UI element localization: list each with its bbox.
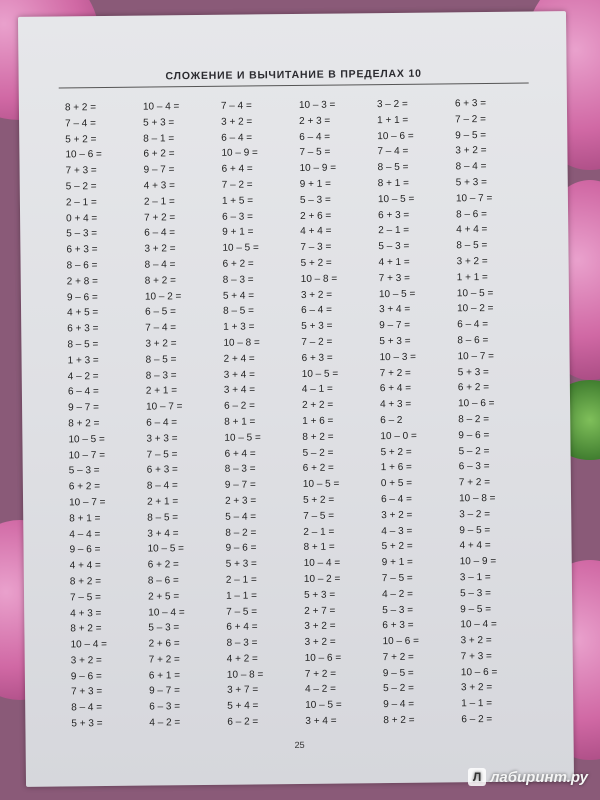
exercise-item: 10 – 7 = bbox=[146, 401, 183, 413]
exercise-item: 10 – 8 = bbox=[223, 337, 260, 349]
exercise-item: 4 + 4 = bbox=[300, 225, 332, 238]
exercise-item: 3 + 4 = bbox=[305, 715, 337, 727]
exercise-item: 6 – 4 = bbox=[380, 493, 412, 506]
exercise-item: 5 + 3 = bbox=[225, 558, 257, 570]
exercise-item: 6 – 3 = bbox=[149, 701, 181, 713]
exercise-item: 10 – 9 = bbox=[459, 556, 497, 568]
exercise-item: 9 – 4 = bbox=[383, 699, 415, 711]
exercise-item: 8 + 2 = bbox=[70, 623, 102, 635]
exercise-item: 6 + 3 = bbox=[301, 352, 333, 364]
exercise-item: 10 – 9 = bbox=[221, 147, 258, 160]
labirint-logo-icon: Л bbox=[468, 768, 486, 786]
exercise-item: 5 + 2 = bbox=[300, 257, 332, 269]
exercise-item: 5 – 3 = bbox=[459, 587, 491, 599]
exercise-item: 2 + 3 = bbox=[299, 115, 331, 127]
exercise-item: 7 – 3 = bbox=[300, 241, 332, 254]
exercise-item: 7 + 2 = bbox=[304, 668, 337, 680]
exercise-item: 2 + 3 = bbox=[225, 495, 257, 507]
exercise-item: 5 + 3 = bbox=[455, 176, 487, 189]
exercise-column bbox=[221, 98, 306, 739]
exercise-item: 4 + 1 = bbox=[378, 256, 410, 269]
exercise-item: 1 + 6 = bbox=[302, 415, 334, 427]
exercise-item: 8 – 5 = bbox=[377, 161, 409, 174]
exercise-item: 9 – 7 = bbox=[148, 685, 180, 698]
exercise-item: 10 – 5 = bbox=[147, 543, 185, 555]
exercise-item: 2 + 5 = bbox=[148, 590, 180, 603]
exercise-item: 2 – 1 = bbox=[225, 574, 257, 586]
exercise-item: 7 – 5 = bbox=[146, 448, 178, 461]
exercise-item: 4 + 2 = bbox=[226, 653, 258, 665]
exercise-item: 4 – 4 = bbox=[69, 528, 101, 540]
exercise-item: 1 + 1 = bbox=[456, 271, 488, 284]
exercise-item: 5 + 3 = bbox=[143, 117, 175, 129]
exercise-item: 4 – 2 = bbox=[67, 370, 99, 382]
exercise-item: 6 + 4 = bbox=[221, 163, 253, 175]
exercise-item: 1 – 1 = bbox=[461, 698, 493, 710]
exercise-item: 10 – 5 = bbox=[378, 288, 416, 300]
exercise-item: 7 – 4 = bbox=[65, 117, 97, 130]
exercise-item: 9 + 1 = bbox=[222, 226, 254, 239]
exercise-item: 8 + 1 = bbox=[377, 177, 409, 190]
exercise-item: 8 – 5 = bbox=[223, 305, 254, 318]
exercise-item: 5 – 3 = bbox=[299, 194, 331, 206]
exercise-grid bbox=[65, 95, 542, 740]
exercise-item: 7 + 2 = bbox=[379, 367, 411, 379]
exercise-item: 10 – 6 = bbox=[377, 130, 414, 142]
exercise-item: 8 – 1 = bbox=[143, 132, 175, 145]
exercise-item: 9 – 6 = bbox=[225, 542, 257, 555]
exercise-item: 10 – 2 = bbox=[303, 573, 341, 585]
exercise-item: 6 + 3 = bbox=[378, 209, 410, 221]
exercise-item: 2 + 6 = bbox=[148, 638, 180, 650]
exercise-item: 7 – 4 = bbox=[145, 322, 177, 334]
exercise-item: 2 + 6 = bbox=[300, 210, 332, 222]
exercise-item: 10 – 7 = bbox=[69, 496, 106, 509]
exercise-item: 10 – 5 = bbox=[301, 368, 339, 380]
exercise-item: 3 – 2 = bbox=[459, 508, 491, 521]
exercise-item: 10 – 5 = bbox=[224, 432, 261, 444]
exercise-item: 6 + 4 = bbox=[226, 621, 258, 634]
exercise-item: 5 + 4 = bbox=[227, 700, 259, 713]
exercise-column bbox=[455, 96, 540, 737]
exercise-item: 5 + 2 = bbox=[380, 446, 412, 458]
exercise-item: 5 – 2 = bbox=[302, 447, 334, 459]
exercise-item: 9 – 7 = bbox=[379, 319, 411, 332]
exercise-item: 3 + 2 = bbox=[70, 654, 102, 667]
exercise-item: 9 – 6 = bbox=[69, 544, 101, 556]
exercise-item: 9 – 6 = bbox=[66, 291, 98, 303]
exercise-item: 10 – 3 = bbox=[379, 351, 417, 363]
exercise-item: 3 + 4 = bbox=[223, 368, 255, 381]
exercise-item: 6 + 2 = bbox=[147, 559, 179, 571]
exercise-item: 8 + 1 = bbox=[303, 541, 335, 554]
exercise-item: 6 + 3 = bbox=[382, 620, 414, 632]
exercise-item: 10 – 4 = bbox=[142, 101, 180, 113]
exercise-item: 0 + 4 = bbox=[66, 212, 98, 224]
exercise-item: 8 + 2 = bbox=[383, 714, 415, 727]
exercise-item: 4 – 3 = bbox=[381, 525, 413, 537]
exercise-item: 6 + 4 = bbox=[379, 383, 412, 395]
exercise-column bbox=[377, 96, 462, 737]
exercise-item: 5 + 3 = bbox=[71, 718, 103, 730]
exercise-item: 1 + 1 = bbox=[377, 114, 409, 126]
exercise-item: 10 – 5 = bbox=[305, 699, 342, 712]
exercise-item: 6 – 4 = bbox=[301, 304, 332, 317]
exercise-item: 4 – 2 = bbox=[304, 684, 336, 696]
exercise-item: 4 + 4 = bbox=[69, 560, 101, 572]
exercise-item: 9 – 7 = bbox=[143, 164, 175, 176]
exercise-item: 6 + 2 = bbox=[68, 481, 101, 493]
exercise-item: 6 – 2 = bbox=[227, 716, 259, 728]
exercise-item: 6 – 2 bbox=[380, 414, 403, 427]
exercise-item: 10 – 4 = bbox=[460, 619, 497, 631]
exercise-item: 5 + 2 = bbox=[381, 541, 413, 553]
exercise-item: 10 – 4 = bbox=[303, 557, 341, 570]
exercise-item: 4 – 1 = bbox=[301, 383, 333, 396]
exercise-item: 2 – 1 = bbox=[303, 526, 335, 538]
exercise-item: 3 + 4 = bbox=[223, 384, 256, 397]
exercise-item: 10 – 7 = bbox=[457, 350, 495, 363]
exercise-item: 6 + 3 = bbox=[454, 97, 487, 110]
exercise-item: 10 – 4 = bbox=[148, 606, 185, 619]
exercise-item: 3 + 2 = bbox=[304, 620, 336, 633]
exercise-item: 4 + 5 = bbox=[67, 307, 99, 319]
exercise-item: 7 + 3 = bbox=[460, 650, 492, 663]
exercise-item: 1 + 3 = bbox=[67, 354, 99, 367]
exercise-item: 10 – 7 = bbox=[68, 449, 106, 461]
exercise-item: 2 + 7 = bbox=[304, 605, 336, 617]
exercise-column bbox=[143, 99, 228, 740]
exercise-item: 4 + 4 = bbox=[456, 224, 488, 236]
watermark-text: лабиринт.ру bbox=[490, 768, 588, 786]
exercise-item: 10 – 4 = bbox=[70, 639, 108, 651]
exercise-item: 3 + 2 = bbox=[145, 338, 177, 350]
exercise-item: 6 + 4 = bbox=[224, 447, 256, 460]
exercise-item: 10 – 5 = bbox=[68, 433, 105, 446]
exercise-item: 5 – 4 = bbox=[225, 511, 257, 523]
exercise-item: 6 + 3 = bbox=[146, 464, 178, 476]
exercise-item: 10 – 5 = bbox=[456, 287, 494, 299]
exercise-item: 9 + 1 = bbox=[299, 178, 331, 190]
exercise-item: 8 + 1 = bbox=[224, 416, 256, 428]
exercise-item: 3 + 2 = bbox=[144, 243, 176, 255]
exercise-item: 9 – 5 = bbox=[455, 129, 487, 141]
exercise-item: 1 + 5 = bbox=[221, 195, 254, 207]
exercise-item: 1 – 1 = bbox=[226, 590, 257, 602]
exercise-item: 8 + 2 = bbox=[302, 431, 334, 443]
exercise-item: 8 + 2 = bbox=[64, 102, 97, 114]
exercise-item: 7 + 3 = bbox=[65, 165, 97, 177]
exercise-item: 8 – 6 = bbox=[457, 334, 489, 347]
exercise-item: 3 + 2 = bbox=[304, 636, 336, 649]
exercise-item: 7 + 2 = bbox=[382, 651, 414, 663]
exercise-item: 8 – 3 = bbox=[222, 274, 254, 286]
exercise-item: 5 – 2 = bbox=[382, 683, 414, 695]
exercise-item: 7 – 2 = bbox=[455, 113, 486, 126]
exercise-item: 9 – 6 = bbox=[70, 670, 102, 683]
exercise-item: 5 – 3 = bbox=[382, 604, 414, 616]
exercise-item: 10 – 2 = bbox=[144, 290, 182, 303]
exercise-item: 8 – 3 = bbox=[224, 463, 256, 476]
exercise-item: 4 – 2 = bbox=[149, 717, 181, 729]
exercise-item: 7 – 5 = bbox=[303, 510, 335, 522]
exercise-item: 8 – 3 = bbox=[145, 369, 177, 382]
exercise-item: 5 – 3 = bbox=[66, 228, 98, 240]
exercise-item: 9 – 5 = bbox=[460, 603, 492, 615]
exercise-item: 5 – 3 = bbox=[68, 465, 100, 477]
exercise-item: 2 – 1 = bbox=[143, 196, 175, 208]
exercise-item: 5 + 3 = bbox=[303, 589, 336, 601]
exercise-item: 3 + 3 = bbox=[146, 432, 178, 445]
exercise-item: 8 – 5 = bbox=[67, 339, 99, 351]
exercise-item: 10 – 5 = bbox=[222, 242, 259, 254]
exercise-item: 6 – 4 = bbox=[299, 131, 331, 143]
exercise-item: 3 + 4 = bbox=[147, 527, 179, 540]
exercise-item: 6 – 4 = bbox=[146, 417, 178, 429]
page-title: СЛОЖЕНИЕ И ВЫЧИТАНИЕ В ПРЕДЕЛАХ 10 bbox=[165, 67, 422, 83]
watermark bbox=[468, 768, 588, 786]
exercise-item: 10 – 5 = bbox=[377, 193, 415, 205]
exercise-item: 7 – 5 = bbox=[381, 572, 413, 585]
exercise-column bbox=[299, 97, 384, 738]
exercise-item: 0 + 5 = bbox=[380, 477, 413, 490]
exercise-item: 2 + 1 = bbox=[147, 496, 179, 508]
exercise-item: 2 + 1 = bbox=[145, 385, 178, 397]
exercise-item: 8 – 4 = bbox=[455, 161, 487, 173]
exercise-item: 10 – 7 = bbox=[455, 192, 493, 205]
exercise-item: 8 + 2 = bbox=[68, 417, 100, 430]
exercise-item: 8 – 5 = bbox=[145, 354, 177, 366]
exercise-item: 10 – 8 = bbox=[458, 492, 496, 505]
exercise-item: 5 – 2 = bbox=[65, 181, 97, 193]
exercise-item: 5 – 3 = bbox=[378, 240, 410, 253]
exercise-item: 9 – 5 = bbox=[382, 667, 414, 679]
exercise-item: 6 – 4 = bbox=[144, 227, 176, 239]
exercise-item: 5 + 2 = bbox=[303, 494, 335, 506]
exercise-item: 3 – 1 = bbox=[459, 571, 491, 584]
exercise-item: 3 + 2 = bbox=[460, 635, 492, 647]
exercise-item: 8 – 4 = bbox=[146, 480, 178, 492]
exercise-item: 6 + 2 = bbox=[143, 148, 175, 160]
exercise-item: 5 + 3 = bbox=[457, 366, 489, 378]
exercise-item: 3 + 2 = bbox=[456, 255, 488, 268]
exercise-item: 8 – 5 = bbox=[456, 240, 488, 252]
exercise-item: 7 + 2 = bbox=[148, 654, 180, 666]
exercise-item: 3 + 7 = bbox=[226, 684, 259, 697]
exercise-item: 10 – 3 = bbox=[298, 99, 336, 111]
page-number: 25 bbox=[294, 739, 305, 751]
exercise-item: 1 + 6 = bbox=[380, 462, 412, 474]
exercise-item: 9 + 1 = bbox=[381, 556, 413, 569]
exercise-item: 5 + 3 = bbox=[379, 335, 411, 348]
exercise-item: 7 + 3 = bbox=[378, 272, 410, 284]
exercise-item: 10 – 8 = bbox=[300, 273, 338, 285]
exercise-item: 10 – 5 = bbox=[302, 478, 340, 491]
exercise-item: 6 – 2 = bbox=[461, 714, 493, 726]
exercise-item: 8 + 2 = bbox=[69, 575, 102, 588]
exercise-item: 8 – 2 = bbox=[225, 526, 257, 539]
exercise-item: 8 – 4 = bbox=[144, 259, 176, 271]
exercise-item: 9 – 6 = bbox=[458, 429, 490, 442]
exercise-item: 10 – 2 = bbox=[457, 303, 494, 315]
exercise-item: 10 – 6 = bbox=[304, 652, 342, 664]
exercise-item: 3 + 2 = bbox=[381, 509, 413, 521]
exercise-item: 5 – 2 = bbox=[458, 445, 490, 457]
exercise-item: 5 + 4 = bbox=[222, 289, 255, 302]
exercise-item: 10 – 6 = bbox=[382, 635, 420, 648]
exercise-item: 6 – 3 = bbox=[458, 461, 490, 473]
exercise-item: 8 – 2 = bbox=[458, 413, 490, 426]
exercise-item: 6 – 3 = bbox=[222, 211, 254, 223]
exercise-item: 4 – 2 = bbox=[381, 588, 413, 600]
exercise-item: 4 + 4 = bbox=[459, 540, 491, 552]
exercise-item: 10 – 8 = bbox=[226, 669, 264, 681]
exercise-item: 6 – 2 = bbox=[224, 400, 255, 412]
exercise-item: 7 – 4 = bbox=[220, 100, 252, 112]
exercise-item: 3 + 2 = bbox=[460, 682, 493, 694]
exercise-column bbox=[65, 100, 150, 741]
exercise-item: 2 + 4 = bbox=[223, 353, 255, 365]
exercise-item: 5 + 3 = bbox=[301, 320, 333, 333]
exercise-item: 7 + 2 = bbox=[458, 477, 491, 489]
exercise-item: 6 + 1 = bbox=[148, 669, 181, 682]
exercise-item: 10 – 6 = bbox=[460, 666, 498, 678]
exercise-item: 6 – 4 = bbox=[67, 386, 99, 398]
exercise-item: 2 + 8 = bbox=[66, 275, 98, 288]
exercise-item: 4 + 3 = bbox=[70, 607, 102, 619]
exercise-item: 6 – 4 = bbox=[457, 319, 489, 331]
exercise-item: 7 – 5 = bbox=[70, 591, 101, 604]
exercise-item: 10 – 6 = bbox=[458, 398, 495, 410]
exercise-item: 3 + 2 = bbox=[221, 116, 253, 128]
exercise-item: 2 + 2 = bbox=[302, 399, 334, 412]
exercise-item: 9 – 7 = bbox=[68, 402, 99, 414]
exercise-item: 3 + 2 = bbox=[300, 289, 333, 301]
exercise-item: 2 – 1 = bbox=[65, 196, 97, 209]
exercise-item: 6 + 2 = bbox=[457, 382, 490, 394]
exercise-item: 9 – 7 = bbox=[224, 479, 256, 491]
exercise-item: 6 – 5 = bbox=[145, 306, 177, 318]
exercise-item: 8 – 3 = bbox=[226, 637, 258, 649]
exercise-item: 7 – 4 = bbox=[377, 146, 409, 158]
exercise-item: 6 – 4 = bbox=[221, 132, 253, 144]
exercise-item: 8 – 4 = bbox=[71, 702, 103, 714]
exercise-item: 5 – 3 = bbox=[148, 622, 180, 634]
exercise-item: 10 – 0 = bbox=[380, 430, 417, 442]
exercise-item: 7 – 5 = bbox=[226, 605, 258, 618]
exercise-item: 8 – 6 = bbox=[66, 260, 98, 272]
exercise-item: 5 + 2 = bbox=[65, 133, 97, 145]
exercise-item: 4 + 3 = bbox=[143, 180, 175, 192]
exercise-item: 4 + 3 = bbox=[380, 398, 412, 411]
exercise-item: 7 – 5 = bbox=[299, 147, 331, 159]
exercise-item: 7 + 3 = bbox=[71, 686, 103, 698]
exercise-item: 8 – 6 = bbox=[147, 575, 179, 587]
exercise-item: 3 + 4 = bbox=[379, 304, 411, 316]
exercise-item: 10 – 6 = bbox=[65, 149, 102, 161]
exercise-item: 10 – 9 = bbox=[299, 162, 337, 175]
exercise-item: 8 + 2 = bbox=[144, 275, 176, 287]
exercise-item: 6 + 2 = bbox=[302, 462, 334, 475]
exercise-item: 8 – 6 = bbox=[456, 208, 487, 220]
exercise-item: 6 + 3 = bbox=[66, 244, 98, 256]
exercise-item: 6 + 3 = bbox=[67, 323, 99, 335]
exercise-item: 6 + 2 = bbox=[222, 258, 254, 270]
exercise-item: 7 + 2 = bbox=[144, 211, 176, 224]
exercise-item: 3 + 2 = bbox=[455, 145, 487, 157]
exercise-item: 2 – 1 = bbox=[378, 225, 410, 237]
exercise-item: 1 + 3 = bbox=[223, 321, 255, 333]
exercise-item: 8 – 5 = bbox=[147, 511, 179, 524]
exercise-item: 7 – 2 = bbox=[221, 179, 253, 191]
exercise-item: 3 – 2 = bbox=[376, 98, 408, 111]
exercise-item: 9 – 5 = bbox=[459, 524, 491, 536]
exercise-item: 8 + 1 = bbox=[69, 512, 101, 525]
worksheet-page bbox=[18, 11, 574, 787]
title-divider bbox=[59, 83, 529, 89]
exercise-item: 7 – 2 = bbox=[301, 336, 333, 348]
